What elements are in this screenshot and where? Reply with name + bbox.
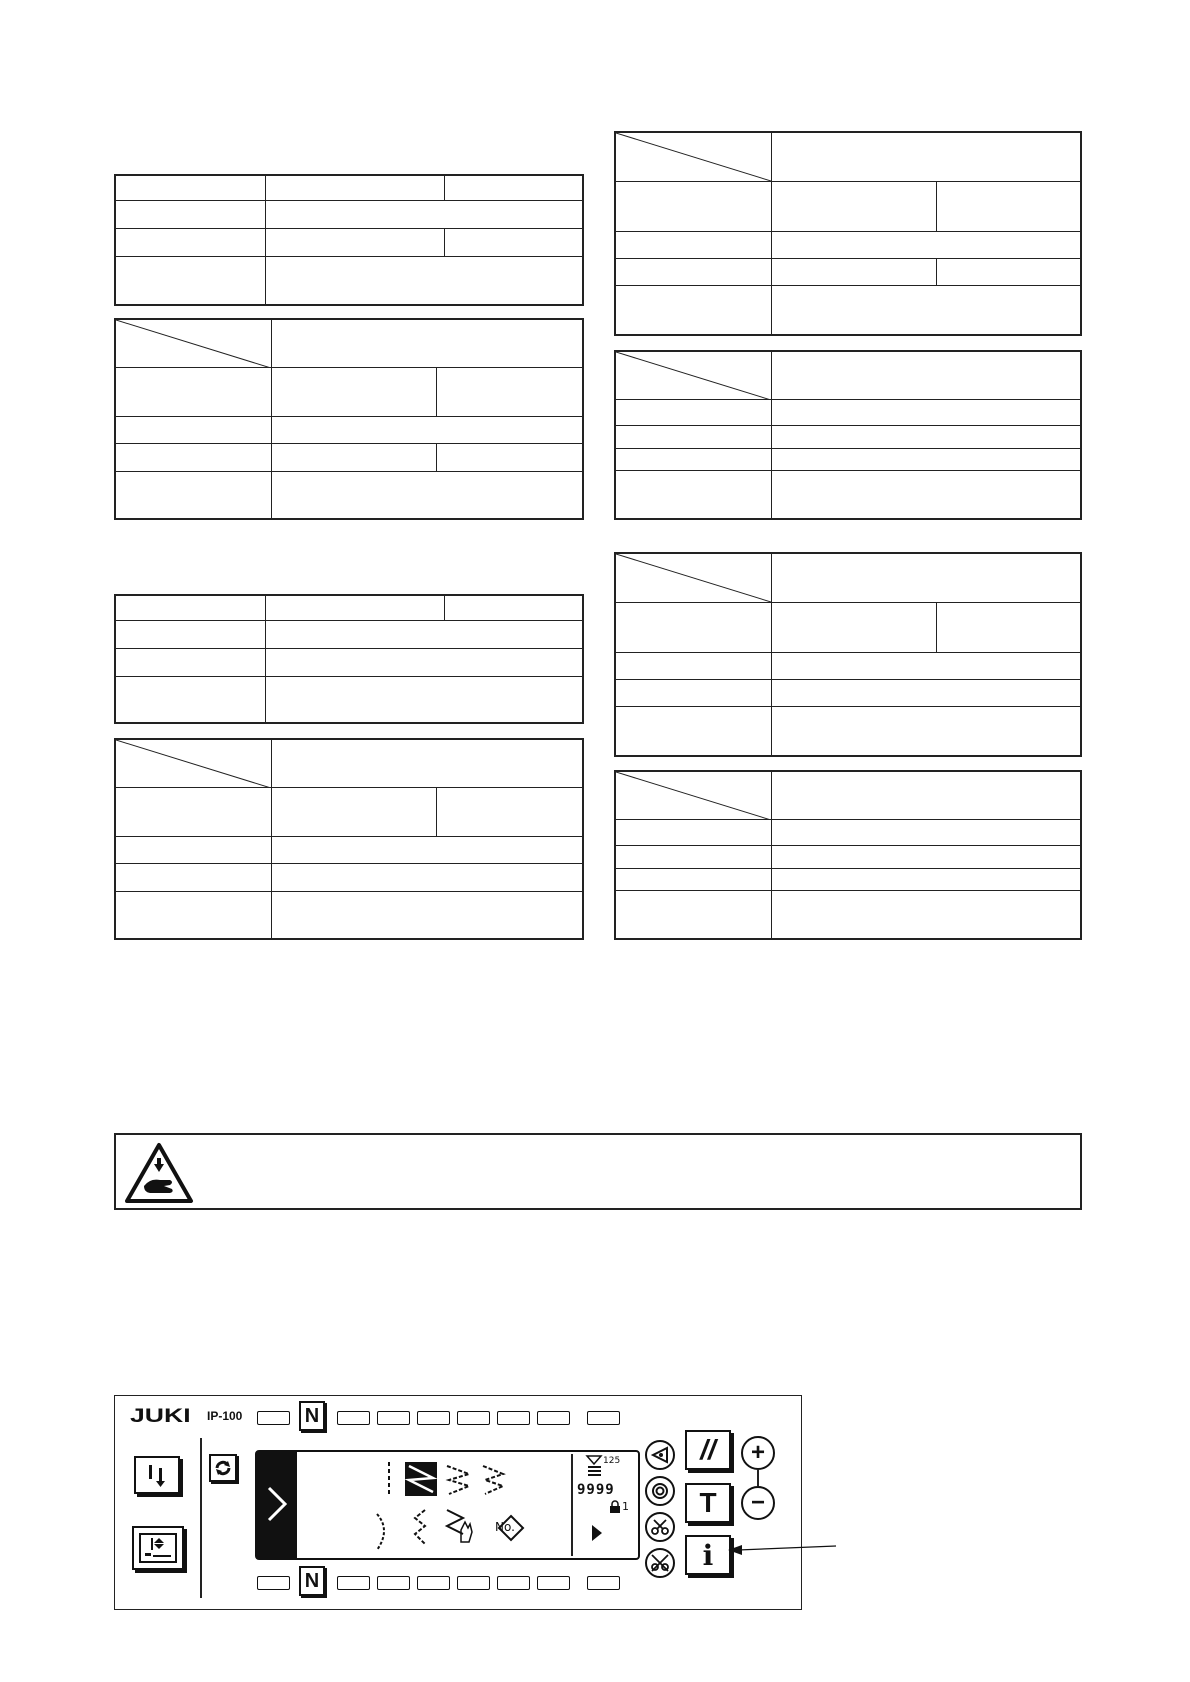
scissors-icon [650, 1517, 670, 1537]
panel-divider [200, 1438, 202, 1598]
top-key-2[interactable] [337, 1411, 370, 1425]
header-diagonal [616, 133, 771, 181]
plus-button[interactable]: + [741, 1436, 775, 1470]
reverse-stitch-start-button[interactable] [645, 1440, 675, 1470]
bottom-key-2[interactable] [337, 1576, 370, 1590]
hand-injury-warning-icon [124, 1142, 194, 1204]
bottom-n-key[interactable]: N [299, 1566, 325, 1596]
rotate-icon [214, 1459, 232, 1477]
top-key-7[interactable] [537, 1411, 570, 1425]
ready-key[interactable] [134, 1456, 180, 1494]
pattern-number-label: No. [495, 1520, 515, 1534]
bottom-key-1[interactable] [257, 1576, 290, 1590]
reverse-stitch-end-button[interactable] [645, 1476, 675, 1506]
reset-key[interactable]: // [685, 1430, 731, 1470]
lcd-divider [571, 1454, 573, 1556]
needle-presser-icon [139, 1533, 177, 1563]
information-key[interactable]: i [685, 1535, 731, 1575]
counter-value: 9999 [577, 1482, 615, 1498]
trim-prohibit-button[interactable] [645, 1548, 675, 1578]
scissors-cross-icon [650, 1553, 670, 1573]
spec-table-r3 [614, 552, 1082, 757]
minus-button[interactable]: − [741, 1486, 775, 1520]
pointer-arrow [728, 1540, 838, 1560]
model-label: IP-100 [207, 1409, 243, 1423]
caution-box [114, 1133, 1082, 1210]
top-key-4[interactable] [417, 1411, 450, 1425]
zigzag-pattern-icon [257, 1452, 297, 1558]
spec-table-r4 [614, 770, 1082, 940]
bottom-key-3[interactable] [377, 1576, 410, 1590]
top-key-1[interactable] [257, 1411, 290, 1425]
pattern-icons [297, 1452, 597, 1558]
thread-trim-button[interactable] [645, 1512, 675, 1542]
bottom-key-7[interactable] [537, 1576, 570, 1590]
bottom-key-5[interactable] [457, 1576, 490, 1590]
selected-pattern-block [257, 1452, 297, 1558]
juki-logo: JUKI [130, 1406, 191, 1427]
bottom-key-4[interactable] [417, 1576, 450, 1590]
lcd-display [255, 1450, 640, 1560]
refresh-key[interactable] [209, 1454, 237, 1482]
top-key-8[interactable] [587, 1411, 620, 1425]
thread-winder-key[interactable] [132, 1526, 184, 1570]
reverse-stitch-icon [650, 1445, 670, 1465]
spec-table-l1 [114, 174, 584, 306]
header-diagonal [616, 352, 771, 400]
next-arrow-icon[interactable] [591, 1524, 603, 1542]
test-key[interactable]: T [685, 1483, 731, 1523]
spec-table-l4 [114, 738, 584, 940]
spec-table-l2 [114, 318, 584, 520]
top-n-key[interactable]: N [299, 1401, 325, 1431]
lock-icon [609, 1500, 621, 1514]
top-key-6[interactable] [497, 1411, 530, 1425]
ip100-operation-panel [114, 1395, 802, 1610]
header-diagonal [616, 554, 771, 602]
plus-minus-connector [757, 1470, 759, 1486]
spec-table-l3 [114, 594, 584, 724]
spiral-icon [650, 1481, 670, 1501]
spec-table-r2 [614, 350, 1082, 520]
spec-table-r1 [614, 131, 1082, 336]
top-key-5[interactable] [457, 1411, 490, 1425]
header-diagonal [616, 772, 771, 820]
lock-number: 1 [622, 1500, 629, 1513]
bottom-key-8[interactable] [587, 1576, 620, 1590]
top-key-3[interactable] [377, 1411, 410, 1425]
header-diagonal [116, 320, 271, 368]
counter-small-value: 125 [603, 1456, 621, 1466]
header-diagonal [116, 740, 271, 788]
up-down-arrow-icon [145, 1462, 169, 1488]
bottom-key-6[interactable] [497, 1576, 530, 1590]
